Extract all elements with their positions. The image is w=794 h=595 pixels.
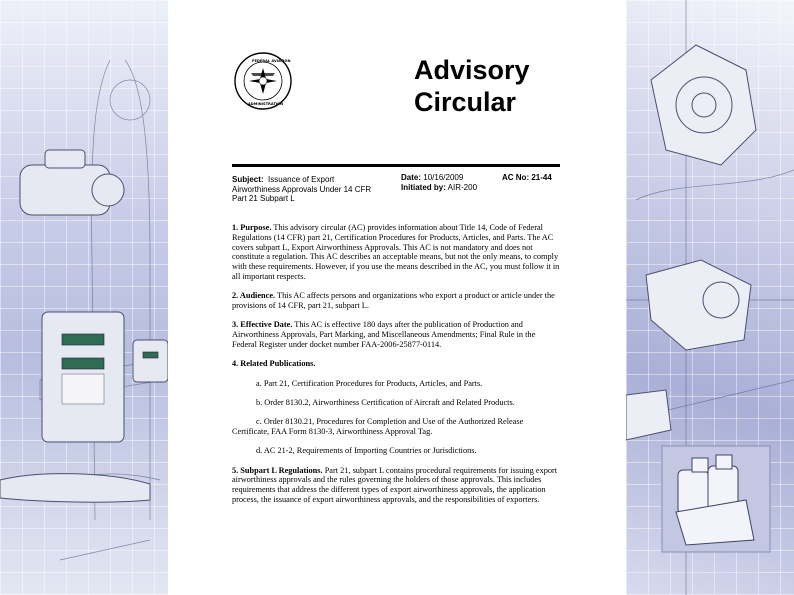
header-divider bbox=[232, 164, 560, 167]
related-item: c. Order 8130.21, Procedures for Completion and Use of the Authorized Release Certificate, FAA Form 8130-3, Airworthiness Approval Tag. bbox=[232, 417, 524, 436]
date-block bbox=[401, 173, 511, 192]
left-decorative-panel bbox=[0, 0, 168, 595]
section-audience bbox=[232, 291, 562, 311]
section-heading: 5. Subpart L Regulations. bbox=[232, 465, 323, 475]
section-heading: 1. Purpose. bbox=[232, 223, 272, 232]
initiated-label: Initiated by: bbox=[401, 182, 446, 192]
section-related-publications bbox=[232, 359, 562, 369]
title-line: Circular bbox=[414, 87, 517, 117]
initiated-value: AIR-200 bbox=[447, 182, 478, 192]
ac-number-value: 21-44 bbox=[531, 173, 552, 182]
section-text: This advisory circular (AC) provides information about Title 14, Code of Federal Regulations (14 CFR) part 21, Certification Procedures for Products, Articles, and Parts. The AC covers subpart L, Export Airworthiness Approvals. This AC is not mandatory and does not constitute a regulation. This AC describes an acceptable means, but not the only means, to comply with these requirements. However, if you use the means described in the AC, you must follow it in all important respects. bbox=[232, 223, 560, 281]
section-subpart-l bbox=[232, 466, 562, 505]
section-heading: 3. Effective Date. bbox=[232, 320, 293, 330]
section-text: This AC is effective 180 days after the publication of Production and Airworthiness Approvals, Part Marking, and Miscellaneous Amendments; Final Rule in the Federal Register under docket number FAA-2006-25877-0114. bbox=[232, 320, 536, 349]
date-value: 10/16/2009 bbox=[423, 173, 464, 182]
section-text: This AC affects persons and organizations who export a product or article under the provisions of 14 CFR, part 21, subpart L. bbox=[232, 291, 555, 311]
subject-label: Subject: bbox=[232, 175, 264, 184]
right-decorative-panel bbox=[626, 0, 794, 595]
title-line: Advisory bbox=[414, 55, 530, 85]
faa-seal-icon bbox=[233, 51, 293, 111]
subject-value: Airworthiness Approvals Under 14 CFR bbox=[232, 184, 372, 194]
section-heading: 2. Audience. bbox=[232, 291, 276, 301]
svg-text:FEDERAL AVIATION: FEDERAL AVIATION bbox=[252, 59, 291, 63]
document-body bbox=[232, 223, 562, 514]
advisory-circular-document bbox=[168, 0, 626, 595]
related-item: b. Order 8130.2, Airworthiness Certification of Aircraft and Related Products. bbox=[256, 397, 515, 407]
ac-number-block bbox=[502, 173, 572, 183]
section-purpose bbox=[232, 223, 562, 282]
svg-text:ADMINISTRATION: ADMINISTRATION bbox=[248, 102, 284, 106]
related-item: d. AC 21-2, Requirements of Importing Countries or Jurisdictions. bbox=[256, 446, 477, 456]
date-label: Date: bbox=[401, 173, 422, 182]
section-text: Part 21, subpart L contains procedural requirements for issuing export airworthiness approvals and the rules governing the holders of those approvals. This includes requirements that address the different types of export airworthiness approvals, the application process, the issuance of export airworthiness approvals, and the responsibilities of exporters. bbox=[232, 465, 558, 504]
subject-value: Issuance of Export bbox=[268, 175, 335, 184]
section-heading: 4. Related Publications. bbox=[232, 359, 316, 369]
ac-number-label: AC No: bbox=[502, 173, 530, 182]
related-item: a. Part 21, Certification Procedures for Products, Articles, and Parts. bbox=[256, 378, 483, 388]
document-title bbox=[414, 54, 530, 118]
subject-value: Part 21 Subpart L bbox=[232, 194, 295, 203]
aircraft-parts-illustration bbox=[0, 0, 168, 595]
subject-block bbox=[232, 175, 402, 204]
section-effective-date bbox=[232, 320, 562, 349]
aircraft-parts-illustration bbox=[626, 0, 794, 595]
